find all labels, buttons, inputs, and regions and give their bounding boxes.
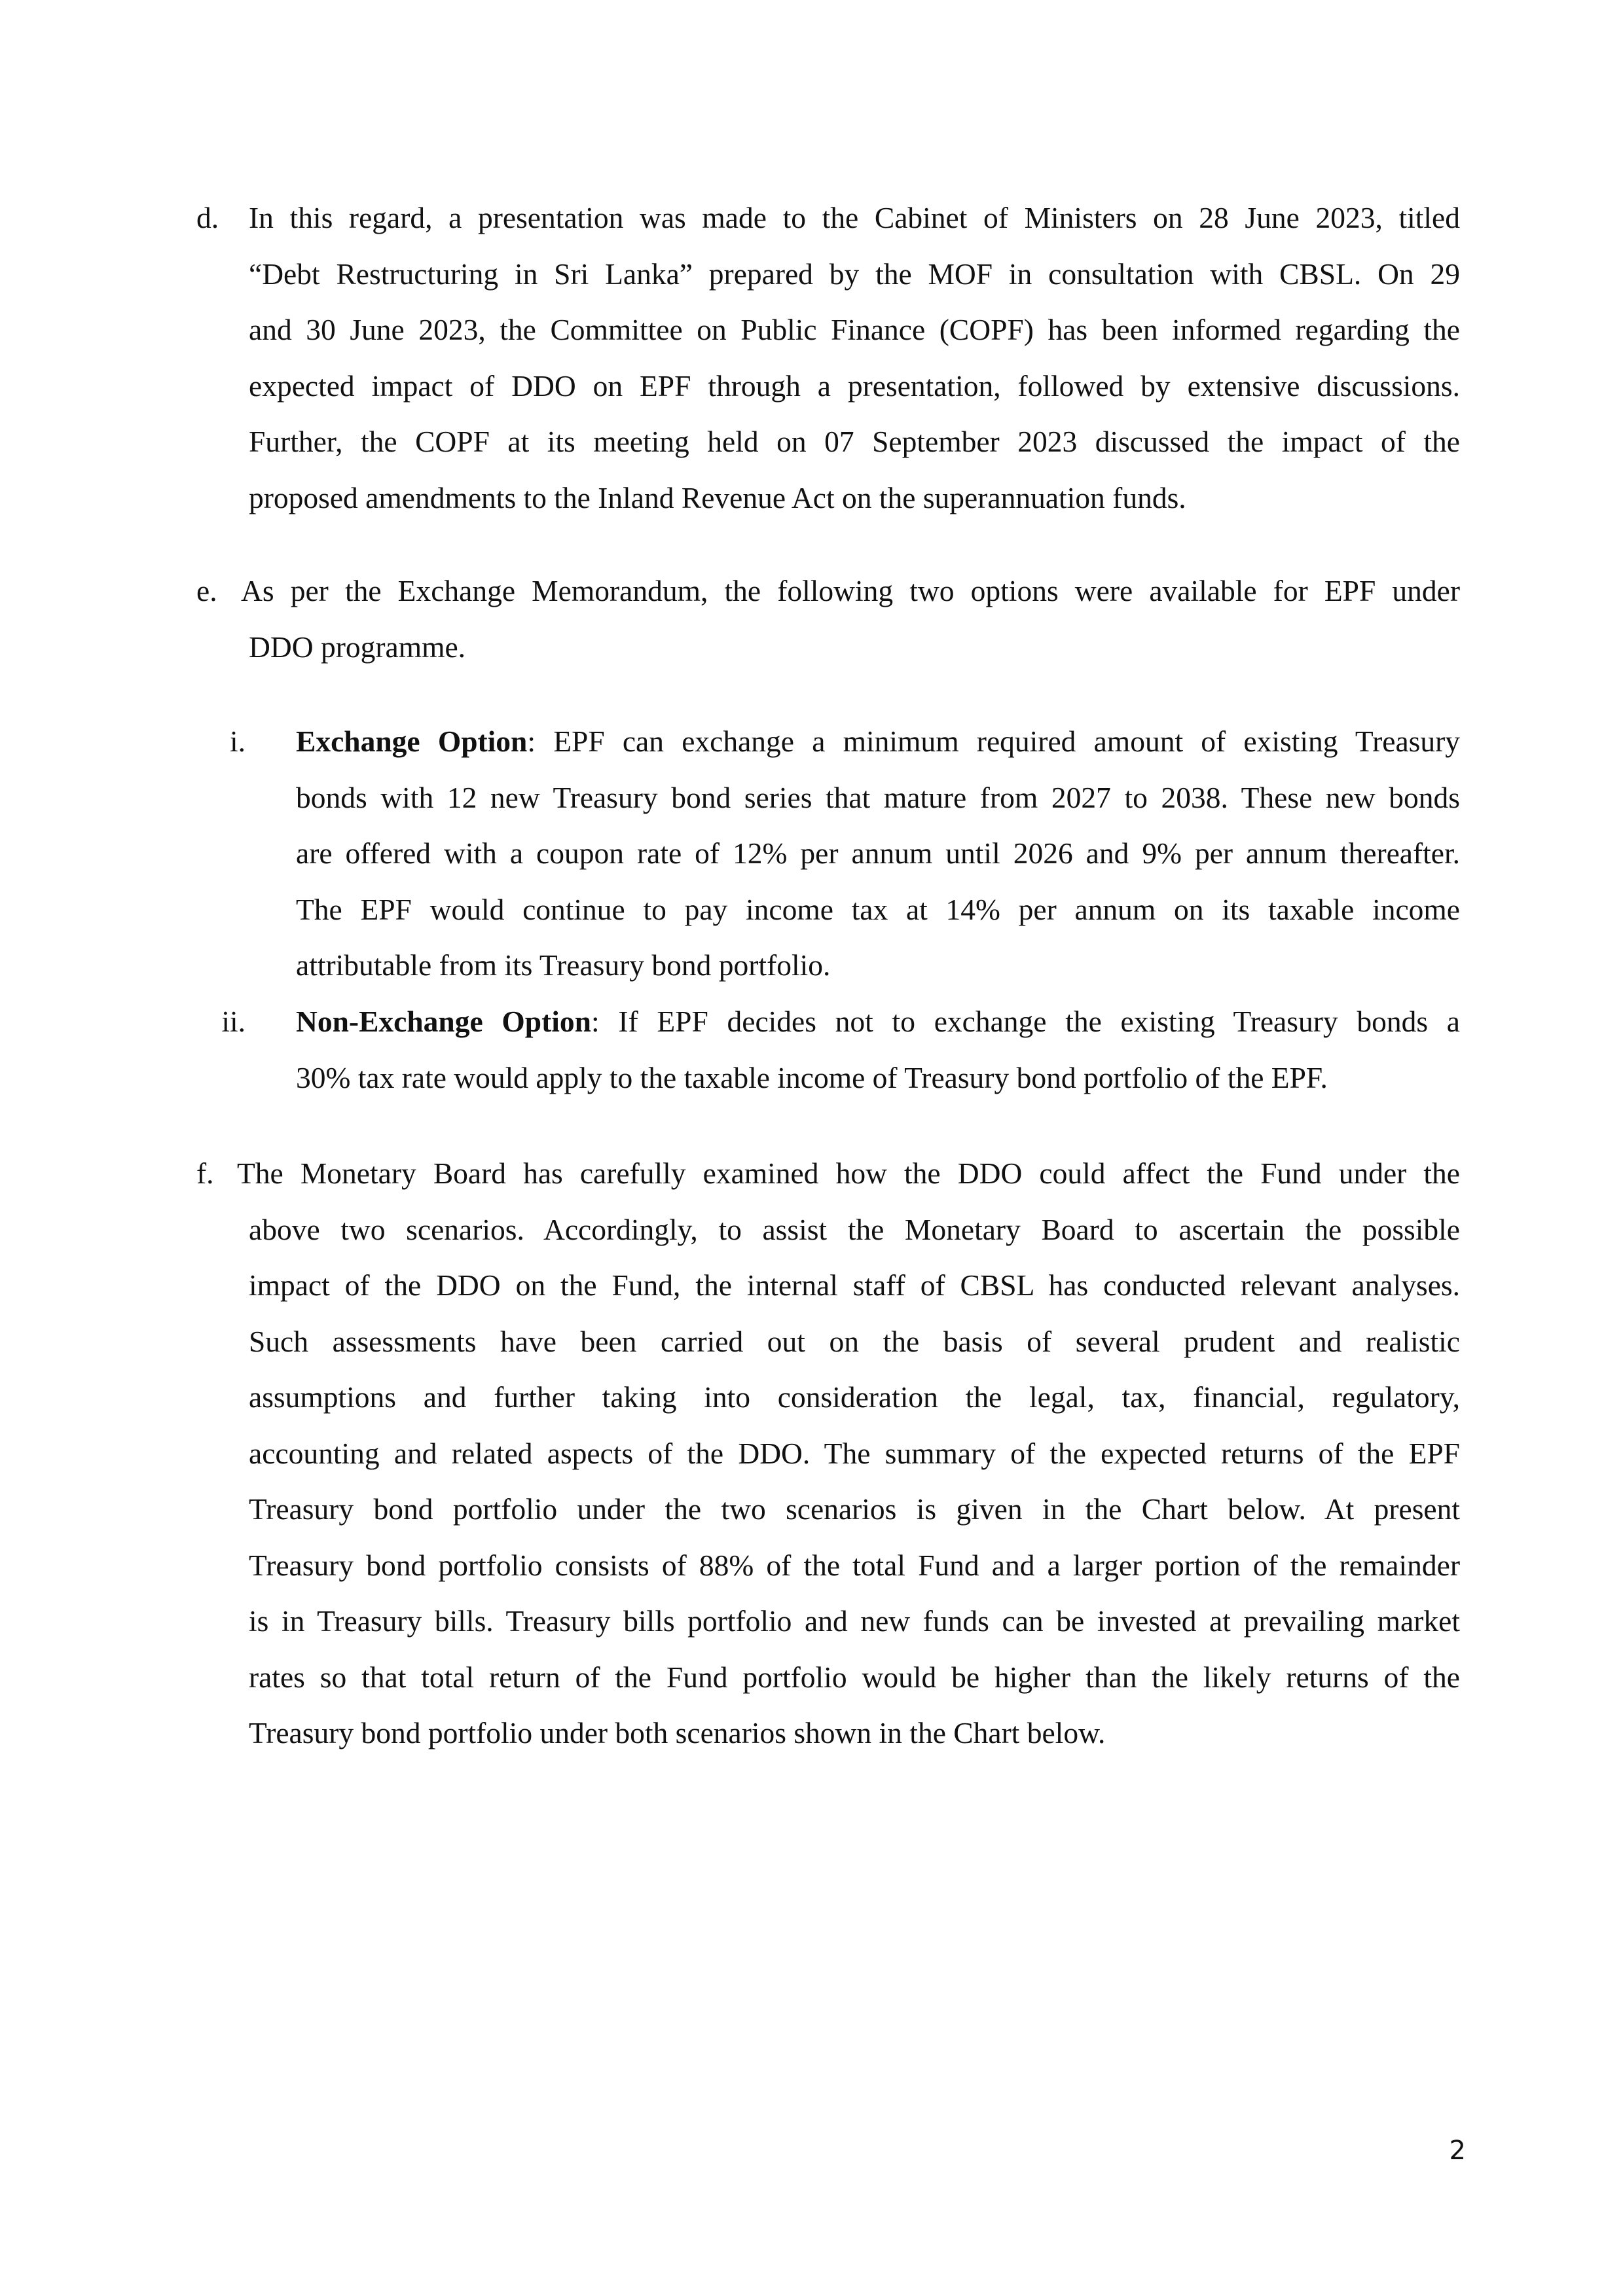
paragraph-f-line: Treasury bond portfolio under the two scenarios is given in the Chart below. At present	[249, 1492, 1460, 1526]
paragraph-f	[196, 1145, 1460, 1767]
option-non-exchange-title: Non-Exchange Option	[296, 1005, 591, 1038]
paragraph-e-line: As per the Exchange Memorandum, the following two options were available for EPF under	[241, 574, 1460, 607]
paragraph-f-body	[249, 1202, 1460, 1761]
option-non-exchange	[221, 994, 1460, 1111]
option-exchange-line: are offered with a coupon rate of 12% per annum until 2026 and 9% per annum thereafter.	[296, 836, 1460, 870]
option-exchange-body	[296, 713, 1460, 994]
paragraph-f-line: Such assessments have been carried out on the basis of several prudent and realistic	[249, 1324, 1460, 1358]
paragraph-e	[196, 563, 1460, 681]
option-non-exchange-line: 30% tax rate would apply to the taxable income of Treasury bond portfolio of the EPF.	[296, 1060, 1328, 1094]
paragraph-d-marker: d.	[196, 201, 219, 234]
paragraph-e-line: DDO programme.	[249, 630, 466, 664]
paragraph-f-line: Treasury bond portfolio consists of 88% of the total Fund and a larger portion of the remainder	[249, 1548, 1460, 1582]
paragraph-e-marker: e.	[196, 574, 217, 607]
option-exchange-line: attributable from its Treasury bond portfolio.	[296, 948, 831, 982]
paragraph-f-marker: f.	[196, 1157, 214, 1190]
option-exchange-first-line	[296, 713, 1460, 770]
paragraph-d-line: proposed amendments to the Inland Revenue Act on the superannuation funds.	[249, 480, 1186, 514]
option-exchange-line: bonds with 12 new Treasury bond series that mature from 2027 to 2038. These new bonds	[296, 780, 1460, 814]
paragraph-f-line: is in Treasury bills. Treasury bills portfolio and new funds can be invested at prevailing market	[249, 1604, 1460, 1638]
option-exchange-line: The EPF would continue to pay income tax at 14% per annum on its taxable income	[296, 892, 1460, 926]
paragraph-d	[196, 190, 1460, 530]
paragraph-f-line: The Monetary Board has carefully examined how the DDO could affect the Fund under the	[237, 1157, 1460, 1190]
page-number: 2	[1449, 2136, 1466, 2166]
paragraph-f-line: Treasury bond portfolio under both scenarios shown in the Chart below.	[249, 1716, 1106, 1749]
paragraph-d-line: Further, the COPF at its meeting held on 07 September 2023 discussed the impact of the	[249, 425, 1460, 458]
paragraph-d-line: expected impact of DDO on EPF through a presentation, followed by extensive discussions.	[249, 368, 1460, 403]
paragraph-f-line: assumptions and further taking into consideration the legal, tax, financial, regulatory,	[249, 1380, 1460, 1414]
option-exchange-numeral: i.	[229, 725, 246, 758]
option-non-exchange-numeral: ii.	[221, 1005, 246, 1038]
paragraph-d-body	[249, 190, 1460, 526]
option-non-exchange-first-line	[296, 994, 1460, 1050]
paragraph-f-line: rates so that total return of the Fund portfolio would be higher than the likely returns of the	[249, 1660, 1460, 1694]
option-non-exchange-body	[296, 994, 1460, 1105]
paragraph-d-line: and 30 June 2023, the Committee on Public Finance (COPF) has been informed regarding the	[249, 313, 1460, 346]
option-non-exchange-first-rest: : If EPF decides not to exchange the existing Treasury bonds a	[591, 1005, 1460, 1038]
paragraph-d-line: In this regard, a presentation was made to the Cabinet of Ministers on 28 June 2023, titled	[249, 201, 1460, 234]
paragraph-f-line: above two scenarios. Accordingly, to assist the Monetary Board to ascertain the possible	[249, 1212, 1460, 1246]
option-exchange-title: Exchange Option	[296, 725, 528, 758]
paragraph-f-line: impact of the DDO on the Fund, the internal staff of CBSL has conducted relevant analyses.	[249, 1268, 1460, 1302]
option-exchange	[226, 713, 1460, 995]
paragraph-d-line: “Debt Restructuring in Sri Lanka” prepared by the MOF in consultation with CBSL. On 29	[249, 257, 1460, 291]
paragraph-f-line: accounting and related aspects of the DDO. The summary of the expected returns of the EPF	[249, 1436, 1460, 1470]
option-exchange-first-rest: : EPF can exchange a minimum required amount of existing Treasury	[527, 725, 1460, 758]
